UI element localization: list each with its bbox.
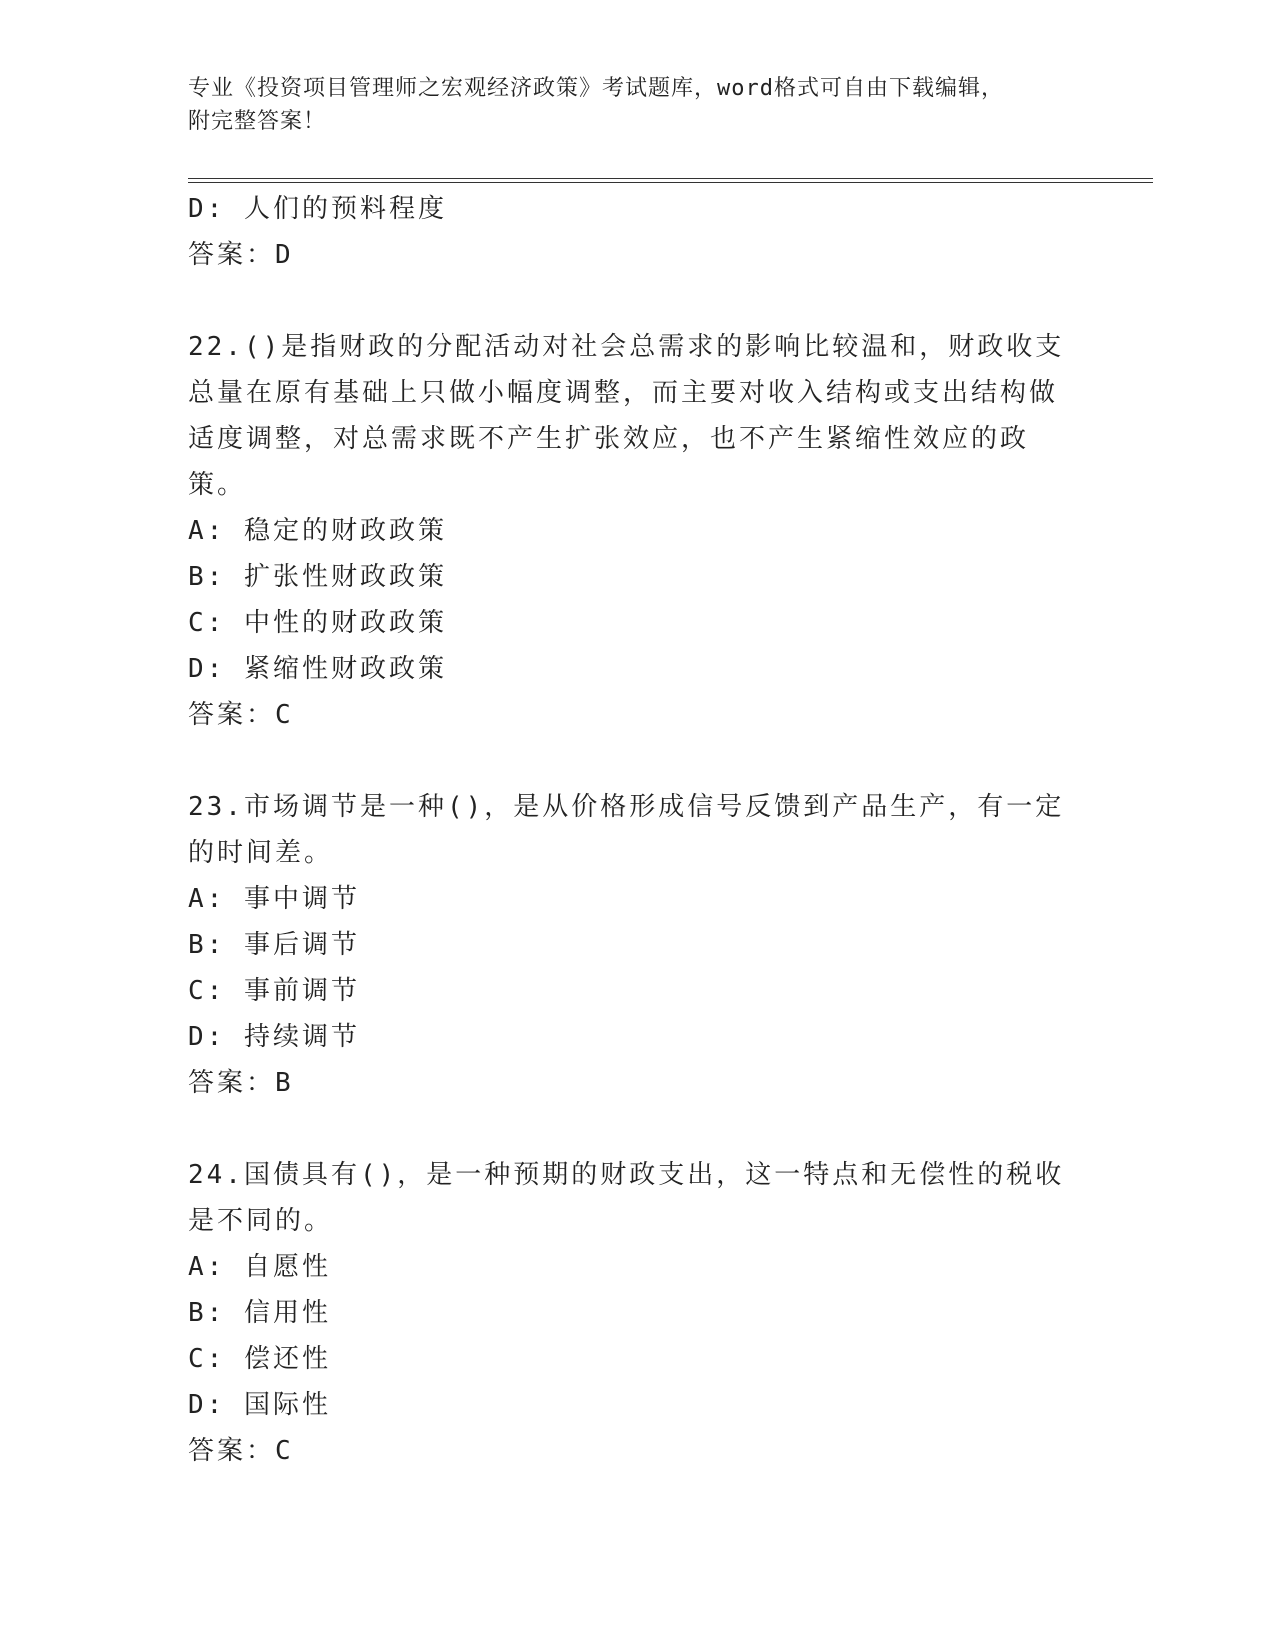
- option-d: D: 国际性: [188, 1390, 331, 1420]
- question-stem: 23.市场调节是一种()，是从价格形成信号反馈到产品生产，有一定的时间差。: [188, 792, 1065, 868]
- option-c: C: 事前调节: [188, 976, 360, 1006]
- document-body: [188, 186, 1088, 1474]
- option-c: C: 中性的财政政策: [188, 608, 447, 638]
- question-answer: 答案：C: [188, 1436, 294, 1466]
- option-d: D: 紧缩性财政政策: [188, 654, 447, 684]
- header-divider: [188, 178, 1153, 183]
- question-stem: 24.国债具有()，是一种预期的财政支出，这一特点和无偿性的税收是不同的。: [188, 1160, 1065, 1236]
- option-b: B: 信用性: [188, 1298, 331, 1328]
- option-b: B: 扩张性财政政策: [188, 562, 447, 592]
- question-23: [188, 784, 1088, 1106]
- header-line-2: 附完整答案！: [188, 109, 327, 134]
- header-line-1: 专业《投资项目管理师之宏观经济政策》考试题库，word格式可自由下载编辑，: [188, 76, 1004, 101]
- option-a: A: 自愿性: [188, 1252, 331, 1282]
- option-b: B: 事后调节: [188, 930, 360, 960]
- question-stem: 22.()是指财政的分配活动对社会总需求的影响比较温和，财政收支总量在原有基础上只做小幅度调整，而主要对收入结构或支出结构做适度调整，对总需求既不产生扩张效应，也不产生紧缩性效应的政策。: [188, 332, 1065, 500]
- question-answer: 答案：B: [188, 1068, 294, 1098]
- question-22: [188, 324, 1088, 738]
- option-a: A: 事中调节: [188, 884, 360, 914]
- document-header: [188, 72, 1088, 138]
- option-c: C: 偿还性: [188, 1344, 331, 1374]
- question-24: [188, 1152, 1088, 1474]
- question-answer: 答案：C: [188, 700, 294, 730]
- prev-question-option-d: D: 人们的预料程度: [188, 194, 447, 224]
- prev-question-answer: 答案：D: [188, 240, 294, 270]
- option-d: D: 持续调节: [188, 1022, 360, 1052]
- option-a: A: 稳定的财政政策: [188, 516, 447, 546]
